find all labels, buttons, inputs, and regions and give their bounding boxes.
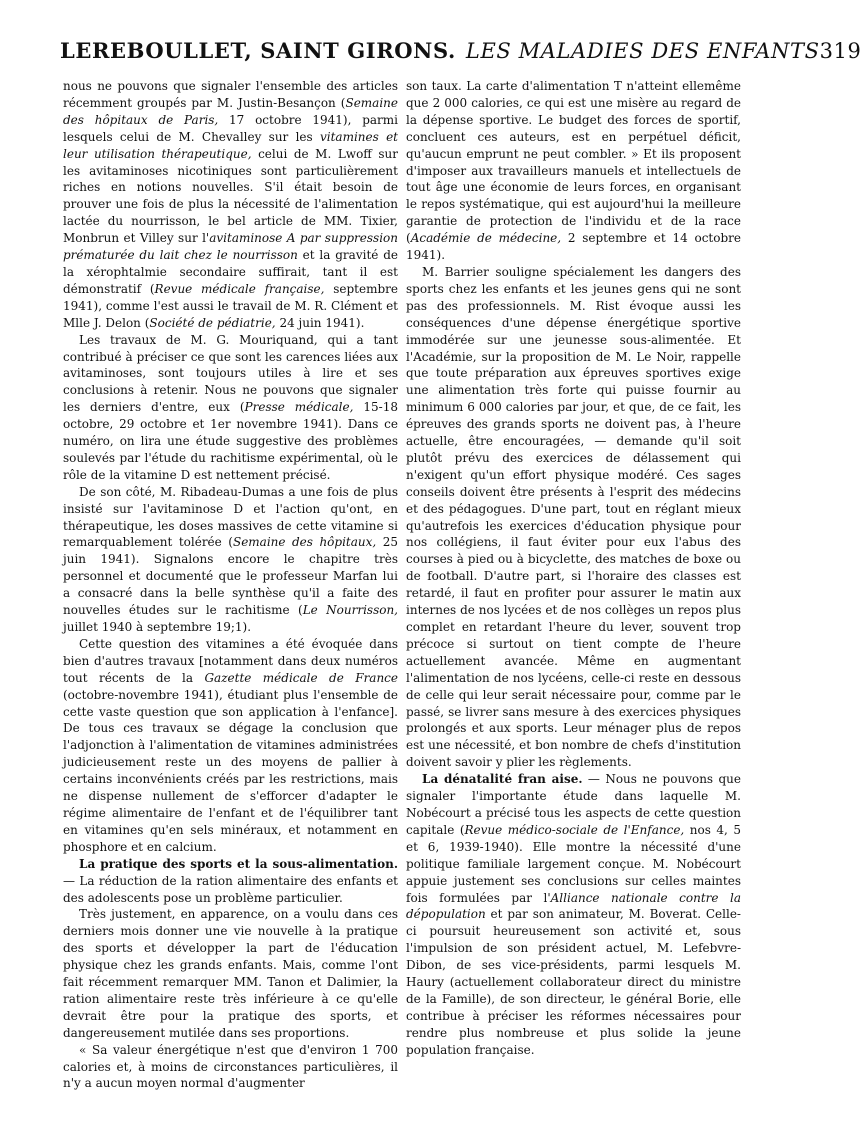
- page-number: 319: [819, 39, 861, 63]
- paragraph: La pratique des sports et la sous-alimentation. — La réduction de la ration alimentaire des enfants et des adolescents pose un problème particulier.: [63, 856, 398, 905]
- left-column: [63, 78, 398, 1092]
- paragraph: Les travaux de M. G. Mouriquand, qui a tant contribué à préciser ce que sont les carences liées aux avitaminoses, sont toujours utiles à lire et ses conclusions à retenir. Nous ne pouvons que signaler les derniers d'entre, eux (Presse médicale, 15-18 octobre, 29 octobre et 1er novembre 1941). Dans ce numéro, on lira une étude suggestive des problèmes soulevés par l'étude du rachitisme expérimental, où le rôle de la vitamine D est nettement précisé.: [63, 332, 398, 482]
- paragraph: « Sa valeur énergétique n'est que d'environ 1 700 calories et, à moins de circonstances particulières, il n'y a aucun moyen normal d'augmenter: [63, 1042, 398, 1091]
- paragraph: Cette question des vitamines a été évoquée dans bien d'autres travaux [notamment dans deux numéros tout récents de la Gazette médicale de France (octobre-novembre 1941), étudiant plus l'ensemble de cette vaste question que son application à l'enfance]. De tous ces travaux se dégage la conclusion que l'adjonction à l'alimentation de vitamines administrées judicieusement reste un des moyens de pallier à certains inconvénients créés par les restrictions, mais ne dispense nullement de s'efforcer d'adapter le régime alimentaire de l'enfant et de l'équilibrer tant en vitamines qu'en sels minéraux, et notamment en phosphore et en calcium.: [63, 636, 399, 854]
- running-header: [60, 38, 861, 74]
- header-title: LES MALADIES DES ENFANTS: [465, 39, 820, 63]
- paragraph: De son côté, M. Ribadeau-Dumas a une fois de plus insisté sur l'avitaminose D et l'action qu'ont, en thérapeutique, les doses massives de cette vitamine si remarquablement tolérée (Semaine des hôpitaux, 25 juin 1941). Signalons encore le chapitre très personnel et documenté que le professeur Marfan lui a consacré dans la belle synthèse qu'il a faite des nouvelles études sur le rachitisme (Le Nourrisson, juillet 1940 à septembre 19;1).: [63, 484, 398, 634]
- paragraph: son taux. La carte d'alimentation T n'atteint ellemême que 2 000 calories, ce qui est une misère au regard de la dépense sportive. Le budget des forces de sportif, concluent ces auteurs, est en perpétuel déficit, qu'aucun emprunt ne peut combler. » Et ils proposent d'imposer aux travailleurs manuels et intellectuels de tout âge une économie de leurs forces, en organisant le repos systématique, qui est aujourd'hui la meilleure garantie de protection de l'individu et de la race (Académie de médecine, 2 septembre et 14 octobre 1941).: [406, 79, 741, 263]
- paragraph: Très justement, en apparence, on a voulu dans ces derniers mois donner une vie nouvelle à la pratique des sports et développer la part de l'éducation physique chez les grands enfants. Mais, comme l'ont fait récemment remarquer MM. Tanon et Dalimier, la ration alimentaire reste très inférieure à ce qu'elle devrait être pour la pratique des sports, et dangereusement mutilée dans ses proportions.: [63, 907, 398, 1040]
- right-column: [406, 78, 741, 1059]
- header-authors: LEREBOULLET, SAINT GIRONS.: [60, 38, 456, 63]
- paragraph: nous ne pouvons que signaler l'ensemble des articles récemment groupés par M. Justin-Besançon (Semaine des hôpitaux de Paris, 17 octobre 1941), parmi lesquels celui de M. Chevalley sur les vitamines et leur utilisation thérapeutique, celui de M. Lwoff sur les avitaminoses nicotiniques sont particulièrement riches en notions nouvelles. S'il était besoin de prouver une fois de plus la nécessité de l'alimentation lactée du nourrisson, le bel article de MM. Tixier, Monbrun et Villey sur l'avitaminose A par suppression prématurée du lait chez le nourrisson et la gravité de la xérophtalmie secondaire suffirait, tant il est démonstratif (Revue médicale française, septembre 1941), comme l'est aussi le travail de M. R. Clément et Mlle J. Delon (Société de pédiatrie, 24 juin 1941).: [63, 79, 399, 330]
- section-heading: La pratique des sports et la sous-alimentation.: [79, 856, 398, 871]
- paragraph: M. Barrier souligne spécialement les dangers des sports chez les enfants et les jeunes gens qui ne sont pas des professionnels. M. Rist évoque aussi les conséquences d'une dépense énergétique sportive immodérée sur une jeunesse sous-alimentée. Et l'Académie, sur la proposition de M. Le Noir, rappelle que toute préparation aux épreuves sportives exige une alimentation très forte qui puisse fournir au minimum 6 000 calories par jour, et que, de ce fait, les épreuves des grands sports ne doivent pas, à l'heure actuelle, être encouragées, — demande qu'il soit plutôt prévu des exercices de délassement qui n'exigent qu'un effort physique modéré. Ces sages conseils doivent être présents à l'esprit des médecins et des pédagogues. D'une part, tout en réglant mieux qu'autrefois les exercices d'éducation physique pour nos collégiens, il faut éviter pour eux l'abus des courses à pied ou à bicyclette, des matches de boxe ou de football. D'autre part, si l'horaire des classes est retardé, il faut en profiter pour assurer le matin aux internes de nos lycées et de nos collèges un repos plus complet en retardant l'heure du lever, souvent trop précoce si surtout on tient compte de l'heure actuellement avancée. Même en augmentant l'alimentation de nos lycéens, celle-ci reste en dessous de celle qui leur serait nécessaire pour, comme par le passé, se livrer sans mesure à des exercices physiques prolongés et aux sports. Leur ménager plus de repos est une nécessité, et bon nombre de chefs d'institution doivent savoir y plier les règlements.: [406, 264, 741, 770]
- paragraph: La dénatalité fran aise. — Nous ne pouvons que signaler l'importante étude dans laquelle M. Nobécourt a précisé tous les aspects de cette question capitale (Revue médico-sociale de l'Enfance, nos 4, 5 et 6, 1939-1940). Elle montre la nécessité d'une politique familiale largement conçue. M. Nobécourt appuie justement ses conclusions sur celles maintes fois formulées par l'Alliance nationale contre la dépopulation et par son animateur, M. Boverat. Celle-ci poursuit heureusement son activité et, sous l'impulsion de son président actuel, M. Lefebvre-Dibon, de ses vice-présidents, parmi lesquels M. Haury (actuellement collaborateur direct du ministre de la Famille), de son directeur, le général Borie, elle contribue à préciser les réformes nécessaires pour rendre plus nombreuse et plus solide la jeune population française.: [406, 772, 741, 1057]
- section-heading: La dénatalité fran aise.: [422, 772, 583, 787]
